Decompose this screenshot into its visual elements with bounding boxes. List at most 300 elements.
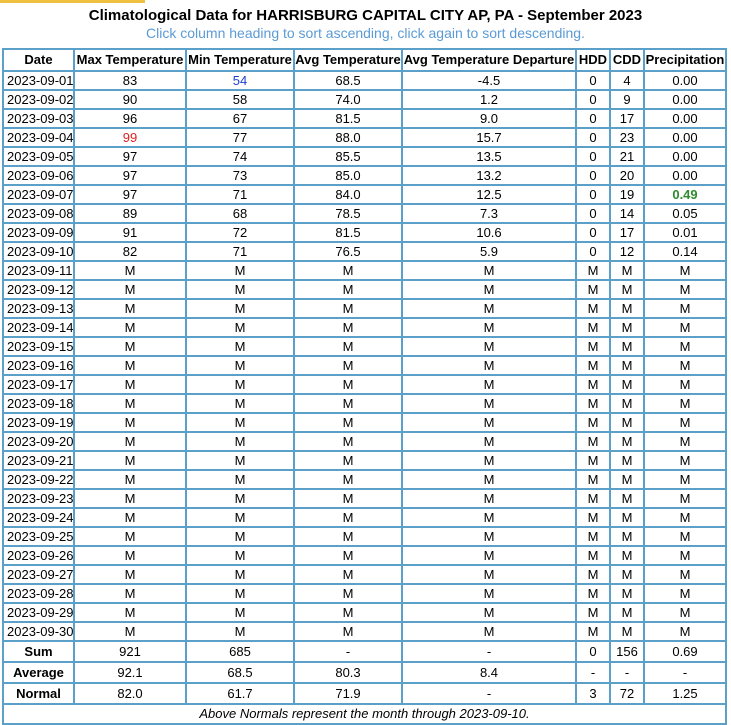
table-row bbox=[3, 90, 726, 109]
sum-avg-temperature: - bbox=[294, 641, 402, 662]
cell-hdd: M bbox=[576, 261, 610, 280]
cell-max-temperature: M bbox=[74, 584, 186, 603]
cell-precipitation: M bbox=[644, 470, 726, 489]
cell-cdd: M bbox=[610, 356, 644, 375]
cell-min-temperature: M bbox=[186, 356, 294, 375]
cell-precipitation: M bbox=[644, 527, 726, 546]
cell-cdd: M bbox=[610, 546, 644, 565]
cell-precipitation: 0.05 bbox=[644, 204, 726, 223]
cell-max-temperature: M bbox=[74, 299, 186, 318]
cell-avg-departure: M bbox=[402, 375, 576, 394]
average-cdd: - bbox=[610, 662, 644, 683]
cell-avg-departure: M bbox=[402, 584, 576, 603]
table-row bbox=[3, 394, 726, 413]
cell-avg-temperature: 88.0 bbox=[294, 128, 402, 147]
column-header-avg-temperature-departure[interactable]: Avg Temperature Departure bbox=[402, 49, 576, 71]
cell-cdd: 23 bbox=[610, 128, 644, 147]
cell-max-temperature: M bbox=[74, 394, 186, 413]
cell-hdd: 0 bbox=[576, 223, 610, 242]
cell-date: 2023-09-10 bbox=[3, 242, 74, 261]
normal-min-temperature: 61.7 bbox=[186, 683, 294, 704]
cell-avg-departure: M bbox=[402, 489, 576, 508]
table-row bbox=[3, 261, 726, 280]
cell-precipitation: M bbox=[644, 261, 726, 280]
cell-precipitation: 0.00 bbox=[644, 147, 726, 166]
table-row bbox=[3, 470, 726, 489]
cell-avg-temperature: M bbox=[294, 470, 402, 489]
cell-precipitation: 0.49 bbox=[644, 185, 726, 204]
table-row bbox=[3, 299, 726, 318]
cell-min-temperature: 67 bbox=[186, 109, 294, 128]
normal-max-temperature: 82.0 bbox=[74, 683, 186, 704]
cell-precipitation: M bbox=[644, 413, 726, 432]
cell-hdd: M bbox=[576, 546, 610, 565]
average-avg-temperature: 80.3 bbox=[294, 662, 402, 683]
table-row bbox=[3, 71, 726, 90]
accent-bar bbox=[0, 0, 145, 3]
cell-avg-departure: M bbox=[402, 603, 576, 622]
cell-min-temperature: 58 bbox=[186, 90, 294, 109]
normal-avg-temperature: 71.9 bbox=[294, 683, 402, 704]
cell-avg-departure: M bbox=[402, 318, 576, 337]
cell-avg-departure: M bbox=[402, 432, 576, 451]
cell-hdd: M bbox=[576, 375, 610, 394]
cell-max-temperature: 82 bbox=[74, 242, 186, 261]
cell-cdd: M bbox=[610, 318, 644, 337]
cell-max-temperature: 97 bbox=[74, 147, 186, 166]
cell-precipitation: M bbox=[644, 603, 726, 622]
sum-cdd: 156 bbox=[610, 641, 644, 662]
table-row bbox=[3, 128, 726, 147]
cell-precipitation: M bbox=[644, 508, 726, 527]
cell-avg-departure: M bbox=[402, 451, 576, 470]
cell-hdd: M bbox=[576, 318, 610, 337]
normal-row bbox=[3, 683, 726, 704]
cell-max-temperature: M bbox=[74, 527, 186, 546]
cell-max-temperature: M bbox=[74, 451, 186, 470]
cell-cdd: M bbox=[610, 451, 644, 470]
cell-min-temperature: M bbox=[186, 337, 294, 356]
cell-avg-departure: 7.3 bbox=[402, 204, 576, 223]
cell-date: 2023-09-16 bbox=[3, 356, 74, 375]
cell-date: 2023-09-25 bbox=[3, 527, 74, 546]
column-header-min-temperature[interactable]: Min Temperature bbox=[186, 49, 294, 71]
cell-hdd: M bbox=[576, 394, 610, 413]
cell-precipitation: M bbox=[644, 432, 726, 451]
cell-avg-departure: M bbox=[402, 565, 576, 584]
table-row bbox=[3, 508, 726, 527]
cell-min-temperature: M bbox=[186, 527, 294, 546]
cell-avg-temperature: M bbox=[294, 584, 402, 603]
cell-avg-departure: 15.7 bbox=[402, 128, 576, 147]
table-row bbox=[3, 109, 726, 128]
cell-precipitation: 0.00 bbox=[644, 128, 726, 147]
cell-cdd: 12 bbox=[610, 242, 644, 261]
cell-avg-temperature: M bbox=[294, 565, 402, 584]
cell-avg-departure: M bbox=[402, 470, 576, 489]
cell-date: 2023-09-11 bbox=[3, 261, 74, 280]
cell-precipitation: 0.01 bbox=[644, 223, 726, 242]
cell-min-temperature: M bbox=[186, 394, 294, 413]
average-precipitation: - bbox=[644, 662, 726, 683]
column-header-max-temperature[interactable]: Max Temperature bbox=[74, 49, 186, 71]
cell-precipitation: M bbox=[644, 356, 726, 375]
cell-hdd: 0 bbox=[576, 147, 610, 166]
cell-date: 2023-09-13 bbox=[3, 299, 74, 318]
cell-avg-departure: M bbox=[402, 280, 576, 299]
cell-precipitation: M bbox=[644, 375, 726, 394]
cell-max-temperature: 99 bbox=[74, 128, 186, 147]
cell-avg-temperature: M bbox=[294, 622, 402, 641]
cell-min-temperature: M bbox=[186, 622, 294, 641]
table-row bbox=[3, 356, 726, 375]
cell-avg-temperature: M bbox=[294, 394, 402, 413]
cell-avg-temperature: 84.0 bbox=[294, 185, 402, 204]
cell-max-temperature: 96 bbox=[74, 109, 186, 128]
cell-precipitation: M bbox=[644, 489, 726, 508]
cell-avg-temperature: M bbox=[294, 280, 402, 299]
cell-min-temperature: M bbox=[186, 584, 294, 603]
average-label: Average bbox=[3, 662, 74, 683]
cell-hdd: M bbox=[576, 565, 610, 584]
cell-min-temperature: M bbox=[186, 280, 294, 299]
cell-date: 2023-09-19 bbox=[3, 413, 74, 432]
cell-max-temperature: M bbox=[74, 565, 186, 584]
normal-label: Normal bbox=[3, 683, 74, 704]
cell-max-temperature: M bbox=[74, 546, 186, 565]
cell-cdd: 4 bbox=[610, 71, 644, 90]
normal-avg-departure: - bbox=[402, 683, 576, 704]
cell-cdd: 14 bbox=[610, 204, 644, 223]
cell-cdd: 20 bbox=[610, 166, 644, 185]
cell-min-temperature: 77 bbox=[186, 128, 294, 147]
cell-avg-temperature: M bbox=[294, 451, 402, 470]
cell-hdd: 0 bbox=[576, 109, 610, 128]
footnote-row bbox=[3, 704, 726, 724]
cell-avg-temperature: M bbox=[294, 432, 402, 451]
cell-hdd: 0 bbox=[576, 166, 610, 185]
cell-cdd: M bbox=[610, 603, 644, 622]
cell-avg-departure: M bbox=[402, 546, 576, 565]
cell-date: 2023-09-23 bbox=[3, 489, 74, 508]
cell-min-temperature: M bbox=[186, 546, 294, 565]
cell-cdd: M bbox=[610, 375, 644, 394]
cell-date: 2023-09-01 bbox=[3, 71, 74, 90]
cell-date: 2023-09-04 bbox=[3, 128, 74, 147]
table-row bbox=[3, 489, 726, 508]
cell-precipitation: M bbox=[644, 318, 726, 337]
cell-date: 2023-09-18 bbox=[3, 394, 74, 413]
cell-max-temperature: 97 bbox=[74, 185, 186, 204]
cell-hdd: 0 bbox=[576, 204, 610, 223]
cell-precipitation: 0.00 bbox=[644, 166, 726, 185]
average-hdd: - bbox=[576, 662, 610, 683]
cell-min-temperature: 71 bbox=[186, 185, 294, 204]
cell-date: 2023-09-22 bbox=[3, 470, 74, 489]
sum-min-temperature: 685 bbox=[186, 641, 294, 662]
cell-hdd: M bbox=[576, 527, 610, 546]
cell-date: 2023-09-17 bbox=[3, 375, 74, 394]
cell-hdd: M bbox=[576, 603, 610, 622]
column-header-cdd[interactable]: CDD bbox=[610, 49, 644, 71]
cell-max-temperature: M bbox=[74, 622, 186, 641]
cell-cdd: M bbox=[610, 413, 644, 432]
cell-avg-departure: 12.5 bbox=[402, 185, 576, 204]
column-header-hdd[interactable]: HDD bbox=[576, 49, 610, 71]
cell-date: 2023-09-07 bbox=[3, 185, 74, 204]
cell-min-temperature: 68 bbox=[186, 204, 294, 223]
cell-precipitation: M bbox=[644, 280, 726, 299]
cell-avg-temperature: M bbox=[294, 413, 402, 432]
cell-max-temperature: M bbox=[74, 356, 186, 375]
cell-hdd: M bbox=[576, 356, 610, 375]
cell-min-temperature: 72 bbox=[186, 223, 294, 242]
cell-precipitation: M bbox=[644, 451, 726, 470]
table-row bbox=[3, 318, 726, 337]
cell-avg-temperature: 85.0 bbox=[294, 166, 402, 185]
cell-max-temperature: 91 bbox=[74, 223, 186, 242]
cell-max-temperature: M bbox=[74, 337, 186, 356]
cell-date: 2023-09-05 bbox=[3, 147, 74, 166]
table-row bbox=[3, 413, 726, 432]
normal-hdd: 3 bbox=[576, 683, 610, 704]
cell-avg-departure: M bbox=[402, 508, 576, 527]
cell-date: 2023-09-20 bbox=[3, 432, 74, 451]
cell-hdd: M bbox=[576, 280, 610, 299]
average-row bbox=[3, 662, 726, 683]
table-body bbox=[3, 71, 726, 641]
cell-precipitation: M bbox=[644, 299, 726, 318]
column-header-precipitation[interactable]: Precipitation bbox=[644, 49, 726, 71]
table-row bbox=[3, 451, 726, 470]
cell-min-temperature: M bbox=[186, 489, 294, 508]
cell-cdd: M bbox=[610, 527, 644, 546]
cell-avg-departure: 1.2 bbox=[402, 90, 576, 109]
cell-max-temperature: 90 bbox=[74, 90, 186, 109]
cell-avg-departure: M bbox=[402, 413, 576, 432]
cell-hdd: 0 bbox=[576, 71, 610, 90]
table-row bbox=[3, 185, 726, 204]
cell-date: 2023-09-15 bbox=[3, 337, 74, 356]
cell-date: 2023-09-03 bbox=[3, 109, 74, 128]
cell-avg-departure: M bbox=[402, 299, 576, 318]
cell-precipitation: M bbox=[644, 584, 726, 603]
cell-cdd: 17 bbox=[610, 109, 644, 128]
sum-label: Sum bbox=[3, 641, 74, 662]
cell-avg-temperature: M bbox=[294, 546, 402, 565]
cell-max-temperature: M bbox=[74, 432, 186, 451]
cell-hdd: M bbox=[576, 299, 610, 318]
table-row bbox=[3, 432, 726, 451]
table-row bbox=[3, 280, 726, 299]
sum-avg-departure: - bbox=[402, 641, 576, 662]
cell-avg-departure: M bbox=[402, 337, 576, 356]
cell-precipitation: M bbox=[644, 565, 726, 584]
table-row bbox=[3, 147, 726, 166]
cell-hdd: M bbox=[576, 489, 610, 508]
cell-date: 2023-09-14 bbox=[3, 318, 74, 337]
average-max-temperature: 92.1 bbox=[74, 662, 186, 683]
cell-date: 2023-09-29 bbox=[3, 603, 74, 622]
cell-avg-temperature: M bbox=[294, 318, 402, 337]
column-header-date[interactable]: Date bbox=[3, 49, 74, 71]
cell-date: 2023-09-09 bbox=[3, 223, 74, 242]
table-row bbox=[3, 223, 726, 242]
cell-min-temperature: M bbox=[186, 375, 294, 394]
cell-min-temperature: M bbox=[186, 299, 294, 318]
cell-cdd: M bbox=[610, 508, 644, 527]
cell-avg-departure: M bbox=[402, 527, 576, 546]
cell-hdd: M bbox=[576, 470, 610, 489]
page-title: Climatological Data for HARRISBURG CAPITAL CITY AP, PA - September 2023 bbox=[88, 7, 643, 24]
cell-avg-departure: 13.5 bbox=[402, 147, 576, 166]
cell-cdd: M bbox=[610, 470, 644, 489]
table-row bbox=[3, 546, 726, 565]
cell-avg-departure: -4.5 bbox=[402, 71, 576, 90]
cell-cdd: M bbox=[610, 299, 644, 318]
cell-cdd: 17 bbox=[610, 223, 644, 242]
cell-cdd: M bbox=[610, 584, 644, 603]
cell-cdd: 9 bbox=[610, 90, 644, 109]
cell-precipitation: 0.00 bbox=[644, 90, 726, 109]
cell-hdd: M bbox=[576, 413, 610, 432]
cell-avg-departure: M bbox=[402, 622, 576, 641]
cell-cdd: M bbox=[610, 489, 644, 508]
cell-avg-temperature: 78.5 bbox=[294, 204, 402, 223]
cell-min-temperature: M bbox=[186, 603, 294, 622]
cell-date: 2023-09-24 bbox=[3, 508, 74, 527]
cell-cdd: M bbox=[610, 261, 644, 280]
cell-cdd: M bbox=[610, 394, 644, 413]
cell-avg-temperature: 81.5 bbox=[294, 223, 402, 242]
cell-avg-temperature: 74.0 bbox=[294, 90, 402, 109]
cell-max-temperature: M bbox=[74, 318, 186, 337]
cell-cdd: M bbox=[610, 337, 644, 356]
average-min-temperature: 68.5 bbox=[186, 662, 294, 683]
cell-avg-temperature: M bbox=[294, 337, 402, 356]
cell-avg-departure: M bbox=[402, 261, 576, 280]
cell-max-temperature: M bbox=[74, 489, 186, 508]
cell-min-temperature: 74 bbox=[186, 147, 294, 166]
cell-max-temperature: M bbox=[74, 603, 186, 622]
cell-avg-temperature: M bbox=[294, 603, 402, 622]
header-row bbox=[3, 49, 726, 71]
cell-avg-temperature: M bbox=[294, 489, 402, 508]
cell-avg-temperature: M bbox=[294, 508, 402, 527]
cell-min-temperature: M bbox=[186, 565, 294, 584]
sum-hdd: 0 bbox=[576, 641, 610, 662]
cell-avg-departure: M bbox=[402, 356, 576, 375]
cell-precipitation: M bbox=[644, 622, 726, 641]
cell-date: 2023-09-26 bbox=[3, 546, 74, 565]
cell-avg-temperature: M bbox=[294, 527, 402, 546]
sum-precipitation: 0.69 bbox=[644, 641, 726, 662]
table-row bbox=[3, 375, 726, 394]
cell-min-temperature: 71 bbox=[186, 242, 294, 261]
cell-min-temperature: M bbox=[186, 451, 294, 470]
cell-precipitation: M bbox=[644, 394, 726, 413]
cell-precipitation: 0.00 bbox=[644, 109, 726, 128]
cell-cdd: 19 bbox=[610, 185, 644, 204]
column-header-avg-temperature[interactable]: Avg Temperature bbox=[294, 49, 402, 71]
cell-hdd: 0 bbox=[576, 185, 610, 204]
cell-precipitation: 0.00 bbox=[644, 71, 726, 90]
cell-date: 2023-09-21 bbox=[3, 451, 74, 470]
table-row bbox=[3, 565, 726, 584]
cell-avg-departure: 9.0 bbox=[402, 109, 576, 128]
table-row bbox=[3, 527, 726, 546]
cell-max-temperature: 97 bbox=[74, 166, 186, 185]
table-row bbox=[3, 337, 726, 356]
cell-max-temperature: M bbox=[74, 413, 186, 432]
sum-row bbox=[3, 641, 726, 662]
cell-cdd: M bbox=[610, 565, 644, 584]
table-row bbox=[3, 622, 726, 641]
cell-hdd: 0 bbox=[576, 128, 610, 147]
cell-max-temperature: 83 bbox=[74, 71, 186, 90]
cell-date: 2023-09-08 bbox=[3, 204, 74, 223]
cell-cdd: M bbox=[610, 622, 644, 641]
cell-avg-temperature: 76.5 bbox=[294, 242, 402, 261]
climate-table-wrapper bbox=[2, 48, 725, 725]
cell-avg-temperature: M bbox=[294, 375, 402, 394]
cell-min-temperature: M bbox=[186, 432, 294, 451]
cell-avg-departure: 10.6 bbox=[402, 223, 576, 242]
cell-hdd: M bbox=[576, 622, 610, 641]
average-avg-departure: 8.4 bbox=[402, 662, 576, 683]
cell-date: 2023-09-12 bbox=[3, 280, 74, 299]
cell-date: 2023-09-30 bbox=[3, 622, 74, 641]
cell-min-temperature: M bbox=[186, 413, 294, 432]
cell-cdd: M bbox=[610, 280, 644, 299]
cell-hdd: 0 bbox=[576, 242, 610, 261]
cell-hdd: M bbox=[576, 451, 610, 470]
cell-min-temperature: M bbox=[186, 508, 294, 527]
cell-max-temperature: 89 bbox=[74, 204, 186, 223]
sort-instructions: Click column heading to sort ascending, click again to sort descending. bbox=[146, 25, 585, 41]
table-row bbox=[3, 204, 726, 223]
cell-cdd: 21 bbox=[610, 147, 644, 166]
cell-min-temperature: M bbox=[186, 261, 294, 280]
cell-avg-departure: M bbox=[402, 394, 576, 413]
cell-avg-temperature: M bbox=[294, 356, 402, 375]
cell-avg-temperature: M bbox=[294, 299, 402, 318]
cell-cdd: M bbox=[610, 432, 644, 451]
cell-date: 2023-09-02 bbox=[3, 90, 74, 109]
cell-hdd: M bbox=[576, 432, 610, 451]
cell-date: 2023-09-27 bbox=[3, 565, 74, 584]
cell-avg-temperature: 68.5 bbox=[294, 71, 402, 90]
cell-avg-temperature: 81.5 bbox=[294, 109, 402, 128]
normals-footnote: Above Normals represent the month through 2023-09-10. bbox=[3, 704, 726, 724]
cell-avg-departure: 5.9 bbox=[402, 242, 576, 261]
cell-hdd: M bbox=[576, 508, 610, 527]
cell-date: 2023-09-28 bbox=[3, 584, 74, 603]
cell-max-temperature: M bbox=[74, 375, 186, 394]
cell-hdd: M bbox=[576, 337, 610, 356]
cell-max-temperature: M bbox=[74, 470, 186, 489]
cell-avg-departure: 13.2 bbox=[402, 166, 576, 185]
cell-min-temperature: M bbox=[186, 470, 294, 489]
cell-avg-temperature: M bbox=[294, 261, 402, 280]
cell-hdd: 0 bbox=[576, 90, 610, 109]
cell-hdd: M bbox=[576, 584, 610, 603]
table-row bbox=[3, 242, 726, 261]
cell-max-temperature: M bbox=[74, 280, 186, 299]
cell-avg-temperature: 85.5 bbox=[294, 147, 402, 166]
cell-date: 2023-09-06 bbox=[3, 166, 74, 185]
cell-max-temperature: M bbox=[74, 508, 186, 527]
